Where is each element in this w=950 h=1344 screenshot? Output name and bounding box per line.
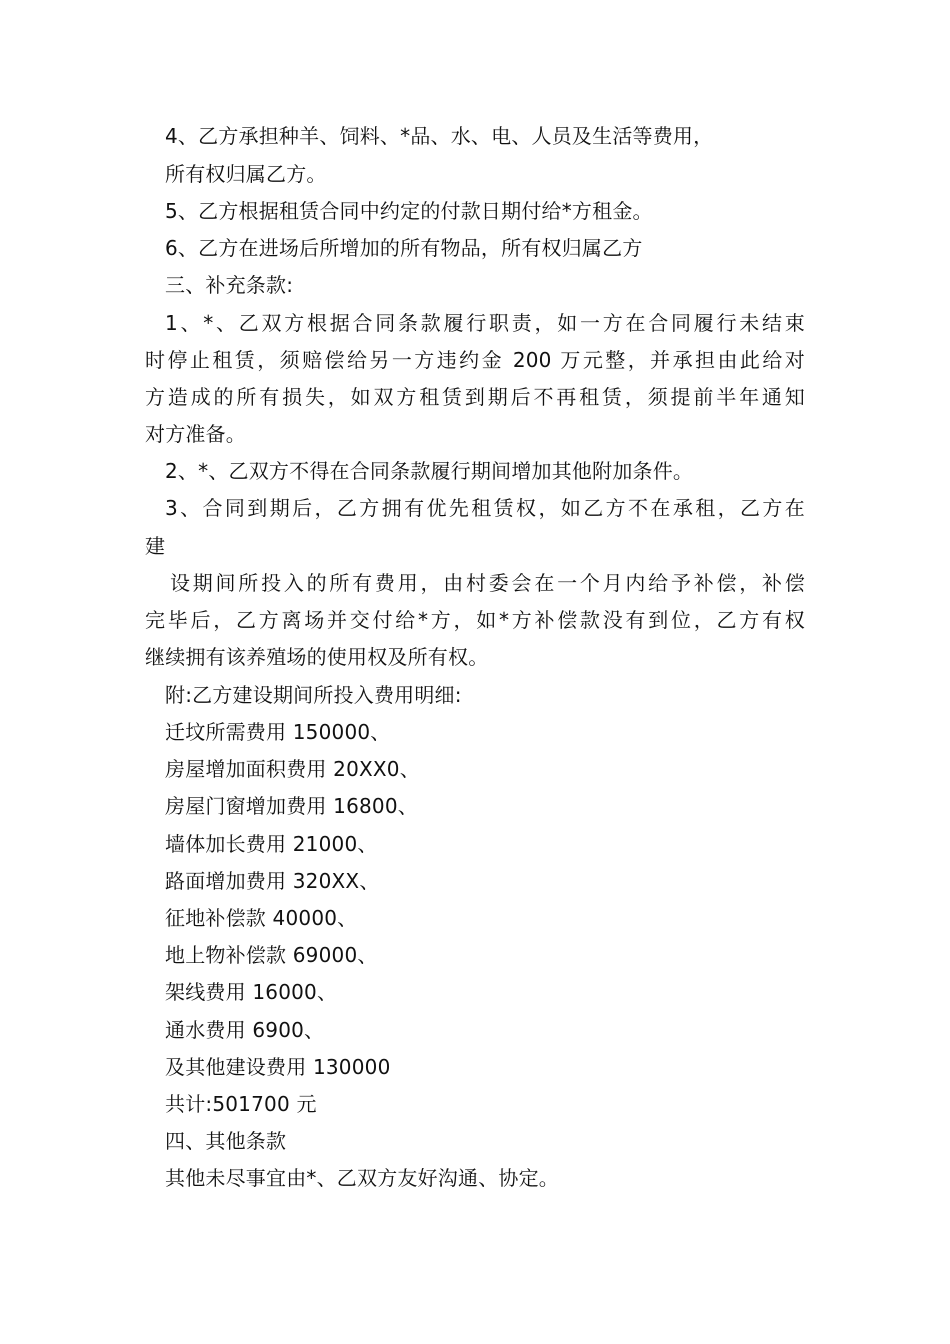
supplement-3-line-1: 3、合同到期后，乙方拥有优先租赁权，如乙方不在承租，乙方在 <box>165 496 805 520</box>
expense-item: 路面增加费用 320XX、 <box>165 869 380 893</box>
expense-item: 通水费用 6900、 <box>165 1018 325 1042</box>
supplement-1-line-4: 对方准备。 <box>145 422 246 446</box>
supplement-1-line-1: 1、*、乙双方根据合同条款履行职责，如一方在合同履行未结束 <box>165 311 805 335</box>
expense-item: 地上物补偿款 69000、 <box>165 943 378 967</box>
supplement-3-line-3: 设期间所投入的所有费用，由村委会在一个月内给予补偿，补偿 <box>170 571 805 595</box>
supplement-2: 2、*、乙双方不得在合同条款履行期间增加其他附加条件。 <box>165 459 694 483</box>
clause-5: 5、乙方根据租赁合同中约定的付款日期付给*方租金。 <box>165 199 653 223</box>
clause-4-line-2: 所有权归属乙方。 <box>165 162 327 186</box>
clause-4-line-1: 4、乙方承担种羊、饲料、*品、水、电、人员及生活等费用， <box>165 124 714 148</box>
supplement-3-line-2: 建 <box>145 534 166 558</box>
expense-item: 墙体加长费用 21000、 <box>165 832 378 856</box>
supplement-1-line-2: 时停止租赁，须赔偿给另一方违约金 200 万元整，并承担由此给对 <box>145 348 805 372</box>
expense-item: 房屋门窗增加费用 16800、 <box>165 794 418 818</box>
supplement-3-line-5: 继续拥有该养殖场的使用权及所有权。 <box>145 645 489 669</box>
clause-6: 6、乙方在进场后所增加的所有物品，所有权归属乙方 <box>165 236 643 260</box>
section-4-heading: 四、其他条款 <box>165 1129 287 1153</box>
section-3-heading: 三、补充条款: <box>165 273 294 297</box>
expense-detail-heading: 附:乙方建设期间所投入费用明细: <box>165 683 462 707</box>
supplement-1-line-3: 方造成的所有损失，如双方租赁到期后不再租赁，须提前半年通知 <box>145 385 805 409</box>
supplement-3-line-4: 完毕后，乙方离场并交付给*方，如*方补偿款没有到位，乙方有权 <box>145 608 805 632</box>
expense-item: 架线费用 16000、 <box>165 980 338 1004</box>
expense-item: 征地补偿款 40000、 <box>165 906 358 930</box>
expense-total: 共计:501700 元 <box>165 1092 317 1116</box>
expense-item: 房屋增加面积费用 20XX0、 <box>165 757 420 781</box>
other-terms: 其他未尽事宜由*、乙双方友好沟通、协定。 <box>165 1166 559 1190</box>
expense-item: 及其他建设费用 130000 <box>165 1055 391 1079</box>
expense-item: 迁坟所需费用 150000、 <box>165 720 391 744</box>
